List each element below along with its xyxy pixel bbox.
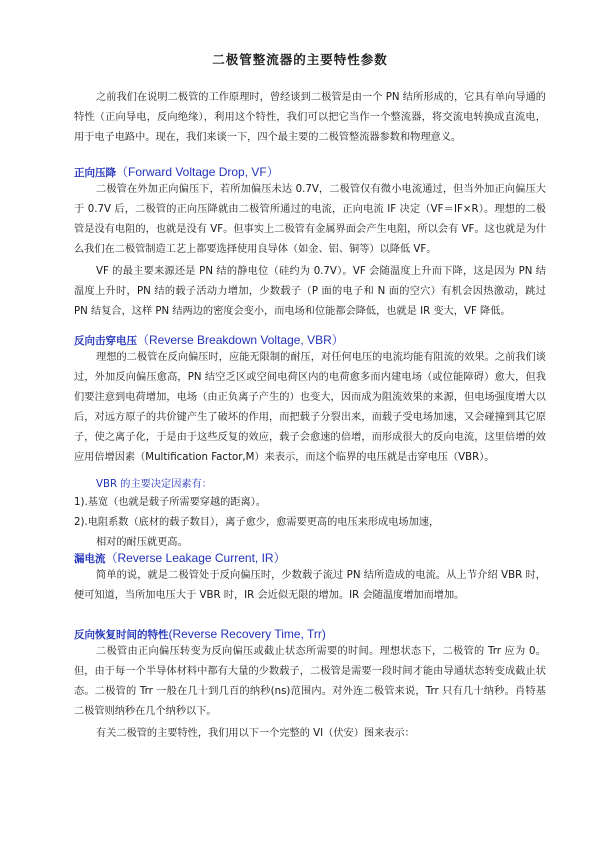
heading-breakdown-voltage-en: （Reverse Breakdown Voltage, VBR）	[137, 333, 344, 347]
forward-voltage-paragraph-1: 二极管在外加正向偏压下，若所加偏压未达 0.7V，二极管仅有微小电流通过，但当外加正向偏压大于 0.7V 后，二极管的正向压降就由二极管所通过的电流，正向电流 IF 决定（VF＝IF×R）。理想的二极管是没有电阻的，也就是没有 VF。但事实上二极管有金属界面会产生电阻，所以会有 VF。这也就是为什么我们在二极管制造工艺上都要选择使用良导体（如金、铝、铜等）以降低 VF。	[74, 184, 546, 255]
heading-leakage-current-en: （Reverse Leakage Current, IR）	[105, 551, 286, 565]
heading-leakage-current-cn: 漏电流	[74, 553, 106, 565]
heading-recovery-time-en: (Reverse Recovery Time, Trr)	[168, 627, 326, 641]
vbr-factor-2: 2).电阻系数（底材的载子数目），离子愈少，愈需要更高的电压来形成电场加速，	[74, 517, 440, 528]
page-title: 二极管整流器的主要特性参数	[212, 52, 388, 67]
closing-paragraph: 有关二极管的主要特性，我们用以下一个完整的 VI（伏安）图来表示：	[96, 728, 415, 739]
heading-recovery-time-cn: 反向恢复时间的特性	[74, 629, 169, 641]
intro-paragraph: 之前我们在说明二极管的工作原理时，曾经谈到二极管是由一个 PN 结所形成的，它具有单向导通的特性（正向导电，反向绝缘），利用这个特性，我们可以把它当作一个整流器，将交流电转换成直流电，用于电子电路中。现在，我们来谈一下，四个最主要的二极管整流器参数和物理意义。	[74, 92, 546, 143]
vbr-factors-heading: VBR 的主要决定因素有：	[96, 479, 212, 490]
forward-voltage-paragraph-2: VF 的最主要来源还是 PN 结的静电位（硅约为 0.7V）。VF 会随温度上升而下降，这是因为 PN 结温度上升时，PN 结的载子活动力增加，少数载子（P 面的电子和 N 面的空穴）有机会因热激动，跳过 PN 结复合，这样 PN 结两边的密度会变小，而电场和位能都会降低，也就是 IR 变大，VF 降低。	[74, 266, 546, 317]
vbr-factor-1: 1).基宽（也就是载子所需要穿越的距离）。	[74, 497, 266, 508]
heading-breakdown-voltage-cn: 反向击穿电压	[74, 335, 137, 347]
vbr-factor-2-continued: 相对的耐压就更高。	[96, 537, 188, 548]
recovery-time-paragraph: 二极管由正向偏压转变为反向偏压或截止状态所需要的时间。理想状态下，二极管的 Trr 应为 0。但，由于每一个半导体材料中都有大量的少数载子，二极管是需要一段时间才能由导通状态转变成截止状态。二极管的 Trr 一般在几十到几百的纳秒(ns)范围内。对外连二极管来说，Trr 只有几十纳秒。肖特基二极管则纳秒在几个纳秒以下。	[74, 646, 546, 717]
heading-forward-voltage-cn: 正向压降	[74, 167, 116, 179]
heading-forward-voltage-en: （Forward Voltage Drop, VF）	[116, 165, 279, 179]
leakage-current-paragraph: 简单的说，就是二极管处于反向偏压时，少数载子流过 PN 结所造成的电流。从上节介绍 VBR 时，便可知道，当所加电压大于 VBR 时，IR 会近似无限的增加。IR 会随温度增加而增加。	[74, 570, 546, 601]
breakdown-voltage-paragraph: 理想的二极管在反向偏压时，应能无限制的耐压，对任何电压的电流均能有阻流的效果。之前我们谈过，外加反向偏压愈高，PN 结空乏区或空间电荷区内的电荷愈多而内建电场（或位能障碍）愈大，但我们要注意到电荷增加，电场（由正负离子产生的）也变大，因而成为阻流效果的来源，但电场强度增大以后，对远方原子的共价键产生了破坏的作用，而把载子分裂出来，而载子受电场加速，又会碰撞到其它原子，使之离子化，于是由于这些反复的效应，载子会愈速的倍增，而形成很大的反向电流，这里倍增的效应用倍增因素（Multification Factor,M）来表示，而这个临界的电压就是击穿电压（VBR）。	[74, 352, 546, 463]
